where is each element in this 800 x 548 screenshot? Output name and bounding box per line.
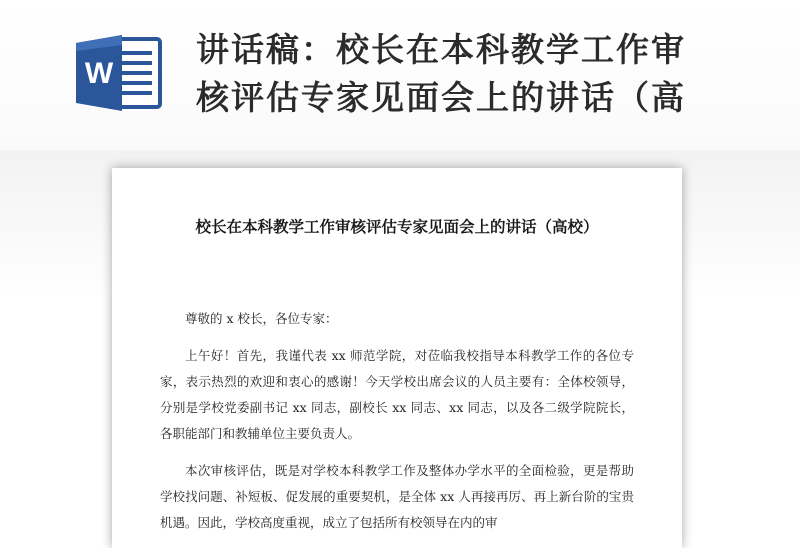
word-icon-letter: W (84, 57, 114, 90)
document-page (112, 168, 682, 548)
body-paragraph: 本次审核评估，既是对学校本科教学工作及整体办学水平的全面检验，更是帮助学校找问题、补短板、促发展的重要契机，是全体 xx 人再接再厉、再上新台阶的宝贵机遇。因此，学校高度重视，成立了包括所有校领导在内的审 (160, 463, 634, 530)
page-title-line-2: 核评估专家见面会上的讲话（高 (196, 78, 686, 117)
document-title: 校长在本科教学工作审核评估专家见面会上的讲话（高校） (195, 217, 599, 236)
word-icon (74, 33, 164, 113)
salutation-paragraph: 尊敬的 x 校长，各位专家： (185, 311, 338, 326)
page-title-line-1: 讲话稿：校长在本科教学工作审 (196, 30, 686, 69)
body-paragraph: 上午好！首先，我谨代表 xx 师范学院，对莅临我校指导本科教学工作的各位专家，表示热烈的欢迎和衷心的感谢！今天学校出席会议的人员主要有：全体校领导，分别是学校党委副书记 xx 同志，副校长 xx 同志、xx 同志，以及各二级学院院长，各职能部门和教辅单位主要负责人。 (160, 348, 634, 441)
preview-header (0, 0, 800, 150)
page-title (196, 26, 756, 122)
